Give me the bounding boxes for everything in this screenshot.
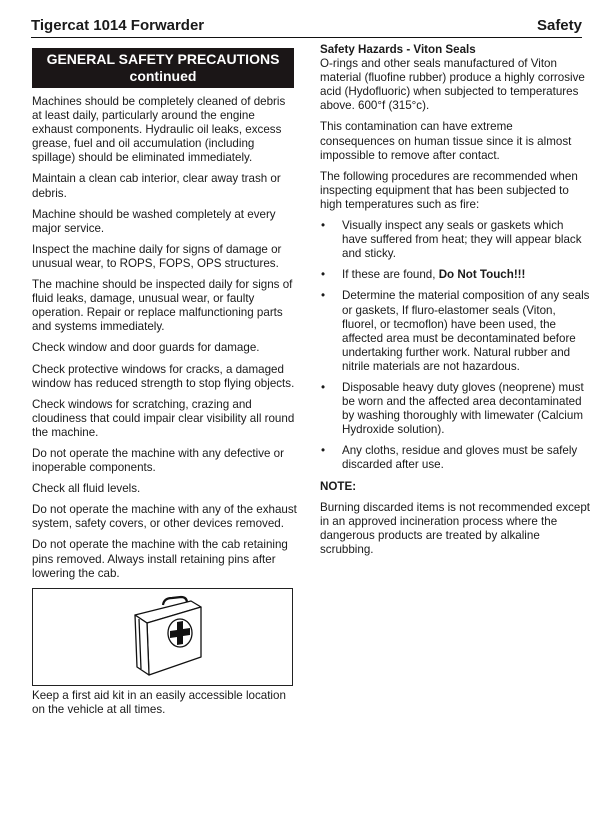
section-name: Safety [536,17,582,34]
paragraph: Inspect the machine daily for signs of damage or unusual wear, to ROPS, FOPS, OPS structures. [32,242,282,270]
list-item-text: Disposable heavy duty gloves (neoprene) must be worn and the affected area decontaminated by washing thoroughly with limewater (Calcium Hydroxide solution). [342,380,584,437]
bullet-icon: • [321,219,326,233]
paragraph: Do not operate the machine with any defective or inoperable components. [32,446,284,475]
bullet-icon: • [321,289,326,303]
list-item-text: If these are found, [342,268,439,282]
first-aid-kit-figure [32,588,293,686]
list-item [320,381,590,437]
first-aid-kit-icon [127,595,205,679]
paragraph: The machine should be inspected daily for signs of fluid leaks, damage, unusual wear, or faulty operation. Repair or replace malfunctioning parts and systems immediately. [32,278,293,334]
list-item [320,444,590,472]
list-item [320,219,590,261]
section-banner [32,48,294,88]
banner-title: GENERAL SAFETY PRECAUTIONS [46,51,280,67]
figure-caption: Keep a first aid kit in an easily accessible location on the vehicle at all times. [32,688,286,716]
paragraph: Check protective windows for cracks, a damaged window has reduced strength to stop flying objects. [32,362,295,390]
paragraph: Check windows for scratching, crazing and cloudiness that could impair clear visibility all round the machine. [32,397,295,439]
document-title: Tigercat 1014 Forwarder [31,17,205,34]
list-item [320,289,590,374]
bullet-icon: • [321,444,326,458]
paragraph: Maintain a clean cab interior, clear away trash or debris. [32,172,281,200]
paragraph: Check all fluid levels. [32,482,141,496]
banner-subtitle: continued [129,68,197,84]
right-column [320,43,590,564]
list-item-text: Determine the material composition of any seals or gaskets, If fluro-elastomer seals (Viton, fluorel, or tecmoflon) have been used, the affected area must be decontaminated before undertaking further work. Natural rubber and nitrile materials are not hazardous. [342,289,590,373]
list-item [320,268,590,282]
procedure-list [320,219,590,473]
subsection-heading: Safety Hazards - Viton Seals [320,43,476,56]
page-header [31,17,582,38]
note-text: Burning discarded items is not recommended except in an approved incineration process where the dangerous products are treated by alkaline scrubbing. [320,500,591,556]
paragraph: Check window and door guards for damage. [32,341,260,355]
bullet-icon: • [321,268,326,282]
note-label: NOTE: [320,479,357,493]
paragraph: Do not operate the machine with any of the exhaust system, safety covers, or other devices removed. [32,503,297,531]
paragraph: O-rings and other seals manufactured of Viton material (fluofine rubber) produce a highly corrosive acid (Hydofluoric) when subjected to temperatures above. 600°f (315°c). [320,57,585,113]
warning-emphasis: Do Not Touch!!! [438,268,526,282]
paragraph: The following procedures are recommended when inspecting equipment that has been subjected to high temperatures such as fire: [320,169,578,211]
left-column [32,95,298,724]
paragraph: Machines should be completely cleaned of debris at least daily, particularly around the engine exhaust components. Hydraulic oil leaks, excess grease, fuel and oil accumulation (including spillage) should be eliminated immediately. [32,95,286,165]
paragraph: This contamination can have extreme consequences on human tissue since it is almost impossible to remove after contact. [320,120,572,162]
list-item-text: Visually inspect any seals or gaskets which have suffered from heat; they will appear black and sticky. [342,219,582,261]
list-item-text: Any cloths, residue and gloves must be safely discarded after use. [342,444,578,472]
bullet-icon: • [321,380,326,394]
paragraph: Do not operate the machine with the cab retaining pins removed. Always install retaining pins after lowering the cab. [32,538,288,580]
paragraph: Machine should be washed completely at every major service. [32,207,276,235]
